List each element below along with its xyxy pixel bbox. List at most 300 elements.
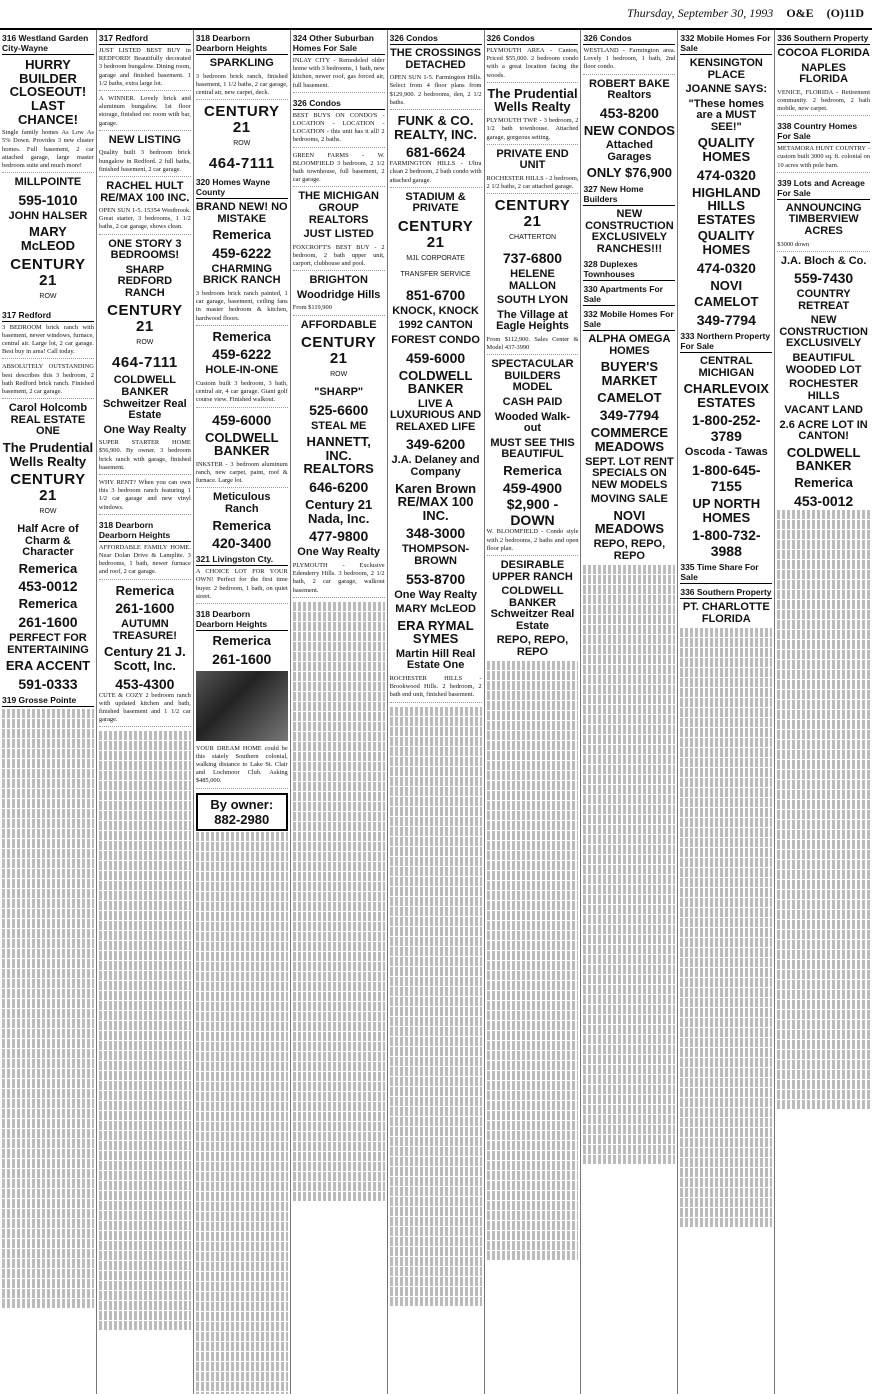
section-heading: 326 Condos (487, 32, 579, 45)
text-line (777, 580, 870, 589)
text-line (487, 661, 579, 670)
text-line (487, 1101, 579, 1110)
text-line (583, 585, 675, 594)
ad-headline: BRAND NEW! NO MISTAKE (195, 201, 288, 225)
text-line (583, 615, 675, 624)
text-line (99, 1201, 191, 1210)
text-line (777, 640, 870, 649)
text-line (487, 1201, 579, 1210)
text-line (777, 840, 870, 849)
broker-sub: ROW (39, 508, 57, 516)
text-line (390, 1127, 482, 1136)
ad-headline: Remerica (212, 227, 272, 243)
ad-phone: 477-9800 (309, 528, 369, 545)
text-line (196, 1282, 288, 1291)
text-line (487, 1071, 579, 1080)
ad-headline: RACHEL HULT RE/MAX 100 INC. (100, 179, 190, 204)
text-line (487, 671, 579, 680)
text-line (680, 1098, 772, 1107)
text-line (583, 785, 675, 794)
text-line (777, 960, 870, 969)
text-line (680, 918, 772, 927)
text-line (2, 1169, 94, 1178)
text-line (583, 1095, 675, 1104)
section-heading: 336 Southern Property (777, 33, 869, 43)
section-heading: 319 Grosse Pointe (2, 694, 94, 707)
ad-headline: The Prudential Wells Realty (2, 439, 94, 469)
text-line (390, 1237, 482, 1246)
ad-headline: SPECTACULAR BUILDERS MODEL (491, 358, 574, 394)
text-line (487, 951, 579, 960)
ad-headline: KENSINGTON PLACE (689, 57, 763, 81)
ad-text: A WINNER. Lovely brick and aluminum bungalow. 1st floor storage, finished rec room with bar, garage. (99, 95, 191, 131)
text-line (99, 961, 191, 970)
text-line (487, 1081, 579, 1090)
text-line (99, 1261, 191, 1270)
ad-headline: HIGHLAND HILLS ESTATES (691, 184, 761, 227)
ad-text: WHY RENT? When you can own this 3 bedroom ranch featuring 1 1/2 car garage and new vinyl windows. (99, 479, 191, 515)
ad-headline: SHARP REDFORD RANCH (117, 263, 173, 299)
text-line (293, 982, 385, 991)
text-line (2, 879, 94, 888)
text-line (99, 811, 191, 820)
ad-phone: 453-0012 (18, 578, 78, 595)
text-line (99, 731, 191, 740)
text-line (99, 1301, 191, 1310)
ad-text: GREEN FARMS - W. BLOOMFIELD 3 bedroom, 2 1/2 bath townhouse, full basement, 2 car garage. (293, 152, 385, 188)
section-heading: 320 Homes Wayne County (196, 176, 288, 199)
text-line (99, 1031, 191, 1040)
ad-headline: COLDWELL BANKER (786, 444, 861, 474)
ad-headline: Oscoda - Tawas (684, 446, 768, 459)
text-line (487, 861, 579, 870)
ad-phone: 646-6200 (309, 479, 369, 496)
text-line (99, 1251, 191, 1260)
ad-text: INLAY CITY - Remodeled older home with 3 bedrooms, 1 bath, new kitchen, newer roof, gas forced air, full basement. (293, 57, 385, 93)
text-line (293, 892, 385, 901)
text-line (293, 752, 385, 761)
text-line (390, 797, 482, 806)
text-line (99, 941, 191, 950)
text-line (583, 835, 675, 844)
text-line (583, 755, 675, 764)
text-line (390, 1277, 482, 1286)
text-line (583, 575, 675, 584)
text-line (680, 968, 772, 977)
ad-phone: 591-0333 (18, 675, 78, 692)
ad-phone: 1-800-645-7155 (692, 461, 761, 494)
text-line (487, 691, 579, 700)
text-line (2, 1239, 94, 1248)
text-line (99, 901, 191, 910)
text-line (293, 962, 385, 971)
text-line (2, 1179, 94, 1188)
text-line (487, 821, 579, 830)
text-line (99, 1021, 191, 1030)
ad-headline: ANNOUNCING TIMBERVIEW ACRES (785, 201, 862, 237)
ad-text: JUST LISTED BEST BUY in REDFORD! Beautifully decorated 3 bedroom bungalow. Dining room, garage and finished basement. 1 1/2 baths, extra large lot. (99, 47, 191, 91)
owner-phone-footer: By owner: 882-2980 (196, 793, 288, 831)
text-line (390, 737, 482, 746)
text-line (487, 1011, 579, 1020)
text-line (777, 950, 870, 959)
text-line (2, 1189, 94, 1198)
ad-phone: 1-800-732-3988 (692, 527, 761, 560)
text-line (293, 1192, 385, 1201)
text-line (196, 1122, 288, 1131)
text-line (2, 909, 94, 918)
text-line (487, 1231, 579, 1240)
text-line (390, 1147, 482, 1156)
ad-headline: ROCHESTER HILLS (789, 378, 859, 402)
text-line (390, 937, 482, 946)
text-line (777, 690, 870, 699)
ad-headline: "These homes are a MUST SEE!" (688, 97, 765, 133)
text-line (487, 971, 579, 980)
section-heading: 332 Mobile Homes For Sale (680, 33, 771, 53)
ad-text: OPEN SUN 1-5. Farmington Hills. Select from 4 floor plans from $129,900. 2 bedrooms, den, 2 1/2 baths. (390, 74, 482, 110)
text-line (777, 1070, 870, 1079)
text-line (196, 1102, 288, 1111)
text-line (680, 768, 772, 777)
text-line (487, 711, 579, 720)
broker-logo (196, 104, 288, 152)
section-heading: 328 Duplexes Townhouses (583, 258, 675, 281)
text-line (293, 822, 385, 831)
text-line (293, 842, 385, 851)
header-meta (627, 6, 864, 21)
text-line (99, 771, 191, 780)
text-line (196, 1142, 288, 1151)
ad-headline: Wooded Walk-out (494, 410, 571, 435)
ad-phone: 474-0320 (696, 259, 756, 276)
text-line (487, 981, 579, 990)
text-line (777, 1090, 870, 1099)
text-line (293, 922, 385, 931)
text-line (487, 841, 579, 850)
text-line (293, 1022, 385, 1031)
text-line (196, 962, 288, 971)
text-line (99, 1291, 191, 1300)
text-line (196, 1382, 288, 1391)
ad-headline: The Village at Eagle Heights (496, 308, 569, 333)
text-line (2, 1059, 94, 1068)
text-line (293, 792, 385, 801)
ad-text: AFFORDABLE FAMILY HOME. Near Dolan Drive & Lamplite. 3 bedrooms, 1 bath, newer furnace and roof, 2 car garage. (99, 544, 191, 580)
text-line (293, 1102, 385, 1111)
text-line (777, 610, 870, 619)
section-heading: 326 Condos (293, 97, 385, 110)
text-line (583, 1055, 675, 1064)
text-line (390, 1267, 482, 1276)
ad-phone: 459-6000 (405, 349, 466, 366)
text-line (680, 1058, 772, 1067)
ad-headline: COLDWELL BANKER Schweitzer Real Estate (490, 585, 575, 632)
text-line (293, 932, 385, 941)
text-line (777, 890, 870, 899)
ad-headline: FUNK & CO. REALTY, INC. (394, 112, 477, 142)
text-line (99, 1241, 191, 1250)
text-line (390, 1177, 482, 1186)
text-line (777, 720, 870, 729)
text-line (487, 851, 579, 860)
text-line (583, 675, 675, 684)
text-line (390, 807, 482, 816)
ad-phone: 261-1600 (18, 614, 78, 631)
section-heading: 317 Redford (99, 32, 191, 45)
text-line (293, 742, 385, 751)
text-line (487, 1141, 579, 1150)
text-line (583, 825, 675, 834)
text-line (390, 867, 482, 876)
text-line (196, 1372, 288, 1381)
text-line (583, 665, 675, 674)
text-line (293, 702, 385, 711)
text-line (390, 997, 482, 1006)
text-line (196, 1232, 288, 1241)
text-line (293, 992, 385, 1001)
text-line (390, 887, 482, 896)
ad-headline: J.A. Bloch & Co. (780, 254, 867, 267)
text-line (487, 731, 579, 740)
text-line (680, 998, 772, 1007)
ad-headline: THOMPSON-BROWN (401, 543, 470, 568)
text-line (487, 701, 579, 710)
ad-phone: 453-8200 (599, 104, 659, 121)
text-line (293, 1062, 385, 1071)
text-line (293, 622, 385, 631)
text-line (487, 1191, 579, 1200)
text-line (583, 735, 675, 744)
text-line (487, 1021, 579, 1030)
text-line (487, 1131, 579, 1140)
text-line (196, 982, 288, 991)
text-line (293, 1072, 385, 1081)
ad-text: PLYMOUTH AREA - Canton, Priced $55,000. 2 bedroom condo with a great location facing the woods. (487, 47, 579, 83)
text-line (487, 1161, 579, 1170)
ad-headline: THE CROSSINGS DETACHED (390, 47, 482, 71)
text-line (487, 1181, 579, 1190)
ad-headline: JOANNE SAYS: (685, 83, 768, 96)
ad-headline: QUALITY HOMES (697, 135, 755, 164)
text-line (196, 1342, 288, 1351)
broker-sub: MJL CORPORATE TRANSFER SERVICE (400, 254, 471, 278)
text-line (680, 1208, 772, 1217)
text-line (583, 905, 675, 914)
text-line (2, 1029, 94, 1038)
ad-text: ROCHESTER HILLS - Brookwood Hills. 2 bedroom, 2 bath end unit, finished basement. (390, 675, 482, 703)
text-line (680, 698, 772, 707)
section-heading: 318 Dearborn Dearborn Heights (196, 32, 288, 55)
text-line (390, 707, 482, 716)
text-line (583, 935, 675, 944)
text-line (390, 1297, 482, 1306)
text-line (680, 958, 772, 967)
text-line (680, 1028, 772, 1037)
text-line (2, 1279, 94, 1288)
text-line (487, 791, 579, 800)
broker-sub: ROW (330, 371, 348, 379)
text-line (2, 979, 94, 988)
ad-headline: Remerica (212, 328, 272, 344)
text-line (583, 1065, 675, 1074)
text-line (99, 1121, 191, 1130)
text-line (583, 685, 675, 694)
text-line (293, 1092, 385, 1101)
section-heading: 324 Other Suburban Homes For Sale (293, 32, 385, 55)
text-line (390, 1067, 482, 1076)
text-line (293, 852, 385, 861)
text-line (2, 1079, 94, 1088)
text-line (583, 645, 675, 654)
text-line (99, 1061, 191, 1070)
broker-sub: ROW (136, 339, 154, 347)
section-heading: 335 Time Share For Sale (680, 561, 772, 584)
text-line (196, 932, 288, 941)
ad-text: Custom built 3 bedroom, 3 bath, central air, 4 car garage. Giant golf course view. Finished walkout. (196, 380, 288, 408)
text-line (196, 1092, 288, 1101)
text-line (680, 688, 772, 697)
ad-text: FARMINGTON HILLS - Ultra clean 2 bedroom, 2 bath condo with attached garage. (390, 160, 482, 188)
text-line (487, 1001, 579, 1010)
text-line (196, 1002, 288, 1011)
ad-phone: 453-0012 (794, 492, 854, 509)
text-line (680, 648, 772, 657)
text-line (777, 830, 870, 839)
ad-phone: 553-8700 (405, 570, 466, 587)
text-line (2, 1099, 94, 1108)
text-line (99, 1191, 191, 1200)
text-line (487, 1211, 579, 1220)
ad-headline: CASH PAID (502, 395, 563, 408)
text-line (680, 708, 772, 717)
ad-text: 3 bedroom brick ranch, finished basement, 1 1/2 baths, 2 car garage, central air, new carpet, deck. (196, 73, 288, 101)
text-line (99, 1091, 191, 1100)
text-line (2, 999, 94, 1008)
ad-headline: Century 21 J. Scott, Inc. (104, 644, 186, 673)
ad-headline: "SHARP" (314, 386, 364, 399)
text-line (487, 931, 579, 940)
text-line (583, 1005, 675, 1014)
ad-headline: 2.6 ACRE LOT IN CANTON! (779, 418, 868, 443)
ad-headline: Century 21 Nada, Inc. (305, 497, 373, 526)
text-line (583, 1015, 675, 1024)
text-line (680, 868, 772, 877)
ad-text: 3 BEDROOM brick ranch with basement, newer windows, furnace, central air. Large lot, 2 car garage. Best buy in area! Call today. (2, 324, 94, 360)
text-line (99, 951, 191, 960)
text-line (2, 749, 94, 758)
text-line (390, 1017, 482, 1026)
ad-headline: BUYER'S MARKET (600, 359, 659, 388)
broker-name: CENTURY 21 (397, 217, 474, 251)
text-line (680, 758, 772, 767)
text-line (487, 801, 579, 810)
ad-headline: HURRY BUILDER CLOSEOUT! LAST CHANCE! (9, 57, 87, 127)
section-heading: 318 Dearborn Dearborn Heights (99, 519, 191, 542)
text-line (777, 780, 870, 789)
ad-headline: Carol Holcomb REAL ESTATE ONE (8, 402, 88, 438)
broker-logo (99, 303, 191, 351)
ad-headline: One Way Realty (297, 546, 381, 559)
ad-text: ABSOLUTELY OUTSTANDING best describes this 3 bedroom, 2 bath Redford brick ranch. Finished basement, 2 car garage. (2, 363, 94, 399)
text-line (777, 570, 870, 579)
text-line (99, 861, 191, 870)
ad-headline: ONLY $76,900 (586, 165, 673, 181)
text-line (390, 747, 482, 756)
text-line (99, 881, 191, 890)
text-line (293, 732, 385, 741)
text-line (777, 940, 870, 949)
ad-headline: SEPT. LOT RENT SPECIALS ON NEW MODELS (585, 455, 674, 491)
text-line (196, 1032, 288, 1041)
text-line (293, 1052, 385, 1061)
ad-headline: REPO, REPO, REPO (593, 538, 666, 562)
text-line (99, 891, 191, 900)
text-line (390, 877, 482, 886)
text-line (2, 739, 94, 748)
text-line (196, 862, 288, 871)
text-line (293, 912, 385, 921)
text-line (583, 995, 675, 1004)
page-header (0, 0, 872, 30)
text-line (196, 1042, 288, 1051)
text-line (390, 857, 482, 866)
text-line (583, 975, 675, 984)
text-line (2, 1049, 94, 1058)
text-line (583, 1045, 675, 1054)
ad-headline: STADIUM & PRIVATE (405, 190, 466, 215)
text-line (196, 952, 288, 961)
section-heading: 326 Condos (583, 32, 675, 45)
text-line (680, 1038, 772, 1047)
text-line (680, 628, 772, 637)
ad-headline: AFFORDABLE (300, 318, 377, 331)
section-heading: 336 Southern Property (680, 587, 772, 598)
text-line (2, 709, 94, 718)
text-line (680, 788, 772, 797)
text-line (99, 1131, 191, 1140)
text-line (2, 1269, 94, 1278)
text-line (293, 1132, 385, 1141)
text-line (777, 520, 870, 529)
text-line (99, 841, 191, 850)
broker-logo (2, 472, 94, 520)
text-line (2, 899, 94, 908)
text-line (487, 831, 579, 840)
ad-phone: 348-3000 (405, 525, 466, 542)
ad-text: Quality built 3 bedroom brick bungalow in Redford. 2 full baths, finished basement, 2 car garage. (99, 149, 191, 177)
text-line (99, 871, 191, 880)
text-line (583, 865, 675, 874)
ad-headline: PERFECT FOR ENTERTAINING (7, 632, 89, 656)
text-line (99, 1001, 191, 1010)
text-line (99, 741, 191, 750)
text-line (487, 881, 579, 890)
text-line (680, 738, 772, 747)
section-heading: 317 Redford (2, 309, 94, 322)
text-line (680, 1008, 772, 1017)
text-line (680, 678, 772, 687)
text-line (293, 1042, 385, 1051)
text-line (583, 635, 675, 644)
text-line (583, 945, 675, 954)
text-line (2, 1119, 94, 1128)
text-line (680, 858, 772, 867)
text-line (390, 1037, 482, 1046)
ad-headline: Remerica (212, 517, 272, 533)
text-line (777, 800, 870, 809)
text-line (99, 1281, 191, 1290)
